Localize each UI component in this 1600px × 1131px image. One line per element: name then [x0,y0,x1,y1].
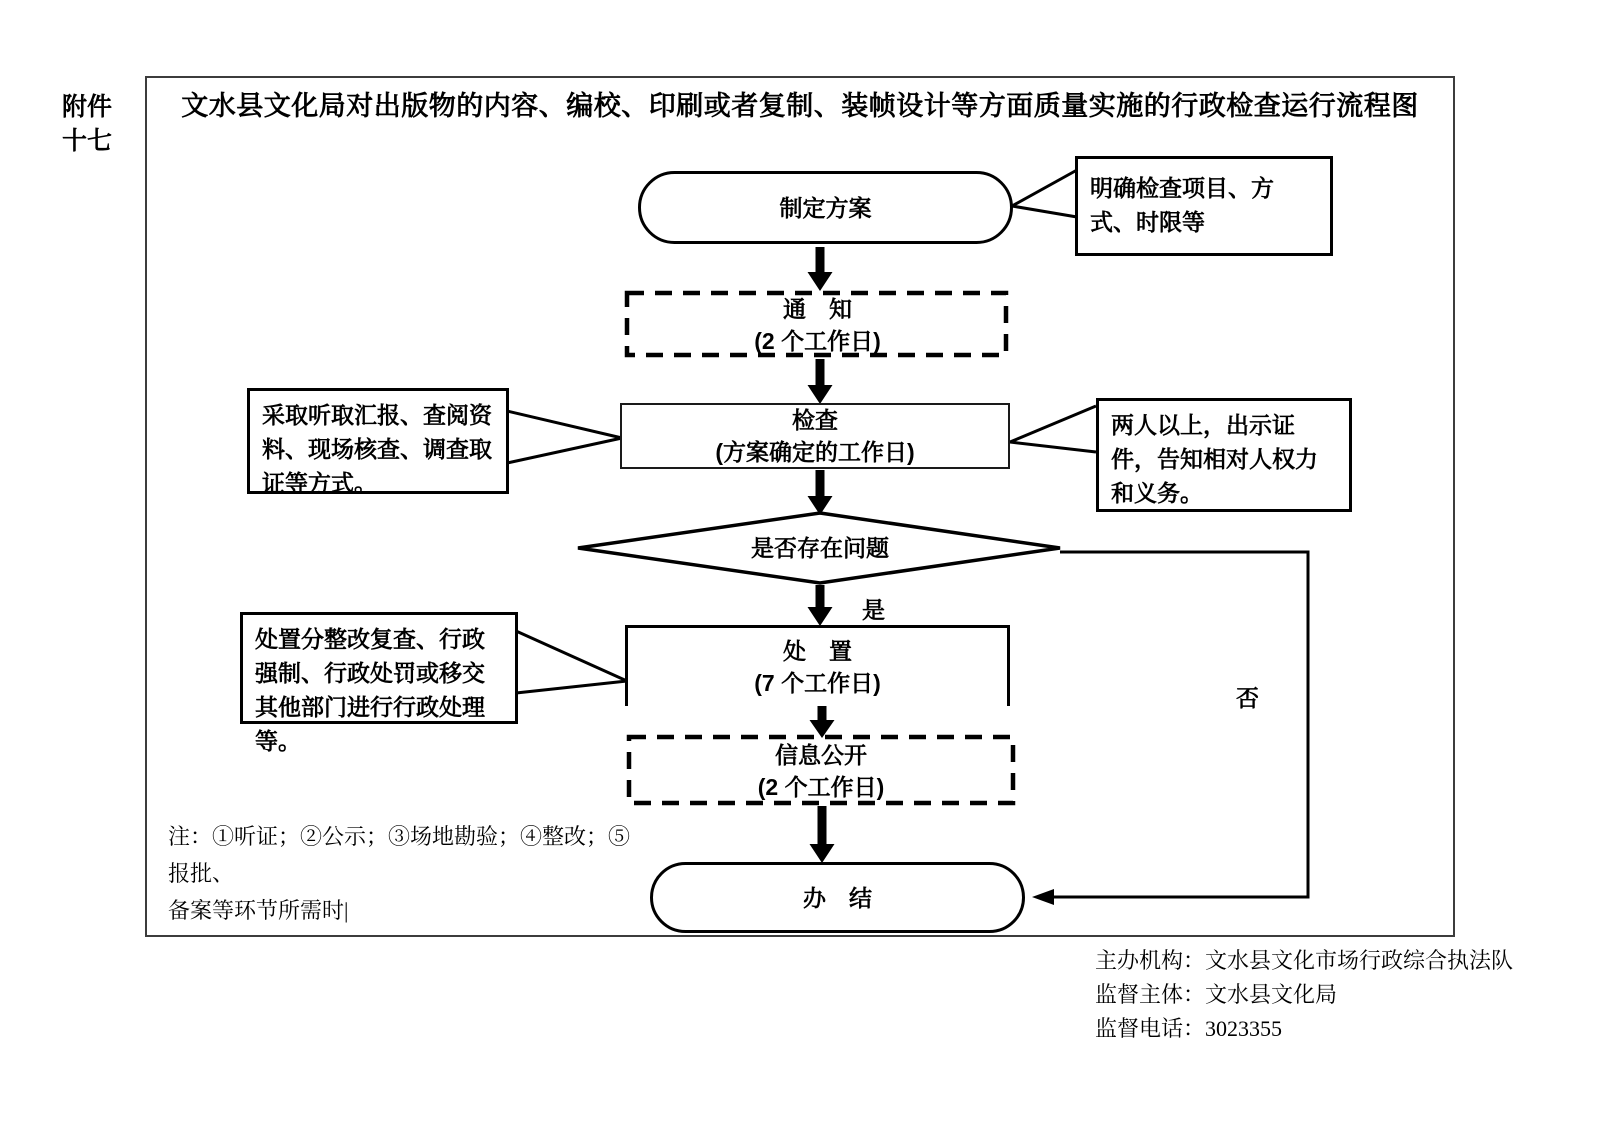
callout-inspect-rules: 两人以上，出示证件，告知相对人权力和义务。 [1096,398,1352,512]
arrow-notice-to-inspect [808,359,833,404]
node-inspect-line1: 检查 [792,407,838,433]
branch-yes-label: 是 [862,597,885,623]
arrow-decision-to-dispose [808,585,833,626]
footer-supervisor: 监督主体：文水县文化局 [1095,982,1338,1007]
node-dispose-line1: 处 置 [783,638,852,664]
callout-connector [516,681,627,693]
node-dispose-line2: (7 个工作日) [754,670,881,696]
attachment-line2: 十七 [62,127,113,155]
node-inspect [620,403,1010,469]
callout-plan-note: 明确检查项目、方式、时限等 [1075,156,1333,256]
arrow-plan-to-notice [808,247,833,291]
node-finish-label: 办 结 [803,884,872,911]
callout-connector [516,631,627,681]
callout-dispose-note: 处置分整改复查、行政强制、行政处罚或移交其他部门进行行政处理等。 [240,612,518,724]
node-notice [631,296,1004,354]
arrow-info-to-finish [810,806,835,863]
node-plan [638,171,1013,244]
note-line2: 备案等环节所需时| [168,898,349,923]
footer-block [1095,944,1565,1046]
node-plan-label: 制定方案 [779,194,872,221]
node-info [633,741,1009,801]
note-block [168,818,638,929]
no-branch-arrowhead [1032,889,1054,905]
callout-connector [507,438,622,463]
arrow-dispose-to-info [810,706,835,738]
node-info-line1: 信息公开 [775,742,867,768]
node-finish [650,862,1025,933]
diagram-title: 文水县文化局对出版物的内容、编校、印刷或者复制、装帧设计等方面质量实施的行政检查运行流程图 [181,91,1419,121]
footer-host-agency: 主办机构：文水县文化市场行政综合执法队 [1095,948,1514,973]
note-line1: 注：①听证；②公示；③场地勘验；④整改；⑤报批、 [168,824,631,886]
callout-connector [1010,442,1096,452]
no-branch-line [1044,552,1308,897]
branch-no-label: 否 [1236,685,1259,711]
attachment-label [62,90,112,158]
node-notice-line2: (2 个工作日) [754,328,881,354]
node-info-line2: (2 个工作日) [757,774,885,800]
footer-phone: 监督电话：3023355 [1095,1016,1283,1041]
callout-connector [1010,406,1096,442]
node-inspect-line2: (方案确定的工作日) [715,439,915,465]
attachment-line1: 附件 [62,93,113,121]
callout-connector [1012,170,1077,206]
node-decision-label: 是否存在问题 [751,535,889,561]
callout-connector [1012,206,1077,217]
arrow-inspect-to-decision [808,470,833,515]
node-dispose [625,625,1010,706]
callout-connector [507,411,622,438]
callout-inspect-methods: 采取听取汇报、查阅资料、现场核查、调查取证等方式。 [247,388,509,494]
node-notice-line1: 通 知 [783,296,852,322]
